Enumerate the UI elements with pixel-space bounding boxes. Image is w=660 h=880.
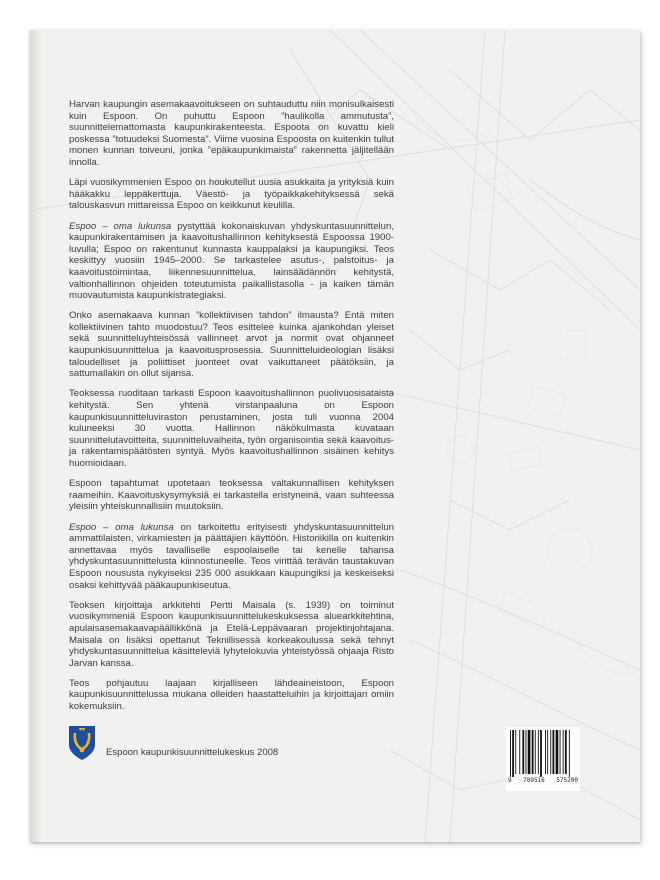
paragraph-8: Teoksen kirjoittaja arkkitehti Pertti Maisala (s. 1939) on toiminut vuosikymmeniä Espoon kaupunkisuunnittelukeskuksessa aluearkkitehtina, apulaisasemakaavapäällikkönä ja Etelä-Leppävaaran projektinjohtajana. Maisala on lisäksi opettanut Teknillisessä korkeakoulussa sekä tehnyt yhdyskuntasuunnittelua käsitteleviä lyhytelokuvia yhteistyössä ohjaaja Risto Jarvan kanssa. <box>69 599 394 669</box>
barcode-bar <box>512 730 514 777</box>
barcode-bar <box>538 730 539 774</box>
barcode-bar <box>560 730 561 774</box>
barcode-bar <box>556 730 559 774</box>
barcode-bar <box>563 730 564 774</box>
barcode-bar <box>569 730 570 777</box>
blurb-text <box>69 99 394 721</box>
barcode-bar <box>510 730 511 777</box>
barcode-digit-group: 789516 <box>523 777 545 784</box>
paragraph-7: Espoo – oma lukunsa on tarkoitettu erityisesti yhdyskuntasuunnittelun ammattilaisten, virkamiesten ja päättäjien käyttöön. Historiikilla on kuitenkin annettavaa myös tavalliselle espoolaiselle tai kenelle tahansa yhdyskuntasuunnittelusta kiinnostuneelle. Teos virittää terävän taustakuvan Espoon noususta nykyiseksi 235 000 asukkaan kaupungiksi ja keskeiseksi osaksi kehittyvää pääkaupunkiseutua. <box>69 521 394 591</box>
barcode-bar <box>545 730 546 774</box>
barcode-bar <box>526 730 527 774</box>
paragraph-2: Läpi vuosikymmenien Espoo on houkutellut uusia asukkaita ja yrityksiä kuin hääkakku leppäkerttuja. Väestö- ja työpaikkakehityksessä sekä talouskasvun mittareissa Espoo on keikkunut keulilla. <box>69 177 394 212</box>
paragraph-4: Onko asemakaava kunnan ”kollektiivisen tahdon” ilmausta? Entä miten kollektiivinen tahto muodostuu? Teos esittelee kuinka ajankohdan yleiset sekä suunnitteluyhteisössä vallinneet arvot ja normit ovat ohjanneet kaupunkisuunnittelua ja kaavoitusprosessia. Suunnitteluideologian lisäksi taloudelliset ja poliittiset juonteet ovat vaikuttaneet päätöksiin, ja sattumallakin on ollut sijansa. <box>69 310 394 380</box>
publisher-block <box>68 725 328 765</box>
barcode-bar <box>522 730 524 774</box>
paragraph-9: Teos pohjautuu laajaan kirjalliseen lähdeaineistoon, Espoon kaupunkisuunnittelussa mukana olleiden haastatteluihin ja kirjoittajan omiin kokemuksiin. <box>69 677 394 713</box>
back-cover <box>30 30 640 842</box>
barcode-bar <box>565 730 567 774</box>
book-title-italic: Espoo – oma lukunsa <box>69 220 172 232</box>
barcode-bar <box>540 730 542 777</box>
barcode-bar <box>535 730 536 774</box>
paragraph-5: Teoksessa ruoditaan tarkasti Espoon kaavoitushallinnon puolivuosisataista kehitystä. Sen yhtenä virstanpaaluna on Espoon kaupunkisuunnitteluviraston perustaminen, josta tuli vuonna 2004 kuluneeksi 30 vuotta. Hallinnon näkökulmasta kuvataan suunnittelutavoitteita, suunnitteluvaiheita, työn organisointia sekä kaavoitus- ja rakentamispäätösten syntyä. Myös kaavoitushallinnon sisäinen kehitys huomioidaan. <box>69 388 394 469</box>
barcode-digits <box>508 777 578 784</box>
barcode-bar <box>528 730 531 774</box>
barcode-digit-group: 9 <box>508 777 512 784</box>
publisher-name: Espoon kaupunkisuunnittelukeskus 2008 <box>106 747 279 758</box>
barcode-digit-group: 575200 <box>556 777 578 784</box>
paragraph-1: Harvan kaupungin asemakaavoitukseen on suhtauduttu niin monisulkaisesti kuin Espoon. On puhuttu Espoon ”haulikolla ammutusta”, suunnittelemattomasta kaupunkirakenteesta. Espoota on kuvattu kieli poskessa ”totuudeksi Suomesta”. Viime vuosina Espoosta on kuitenkin tullut monen kunnan toiveuni, jonka ”epäkaupunkimaista” rakennetta jäljitellään innolla. <box>69 99 394 168</box>
barcode-bar <box>515 730 516 774</box>
barcode-bar <box>547 730 548 774</box>
paragraph-3: Espoo – oma lukunsa pystyttää kokonaiskuvan yhdyskuntasuunnittelun, kaupunkirakentamisen ja kaavoitushallinnon kehityksestä Espoossa 1900-luvulla; Espoo on rakentunut kunnasta kauppalaksi ja kaupungiksi. Teos keskittyy vuosiin 1945–2000. Se tarkastelee asutus-, palstoitus- ja kaavoitustoimintaa, liikennesuunnittelua, lainsäädännön kehitystä, valtionhallinnon ohjeiden toteutumista paikallistasolla - ja kaiken tämän muovautumista kaupunkistrategiaksi. <box>69 220 394 302</box>
espoo-crest-icon <box>68 725 96 761</box>
barcode-bar <box>553 730 555 774</box>
paragraph-6: Espoon tapahtumat upotetaan teoksessa valtakunnallisen kehityksen raameihin. Kaavoituskysymyksiä ei tarkastella eristyneinä, vaan suhteessa yleisiin yhteiskunnallisiin muutoksiin. <box>69 478 394 513</box>
barcode-bar <box>532 730 534 774</box>
barcode-bar <box>519 730 520 774</box>
book-title-italic: Espoo – oma lukunsa <box>69 521 174 533</box>
isbn-barcode <box>506 727 580 791</box>
barcode-bar <box>550 730 551 774</box>
